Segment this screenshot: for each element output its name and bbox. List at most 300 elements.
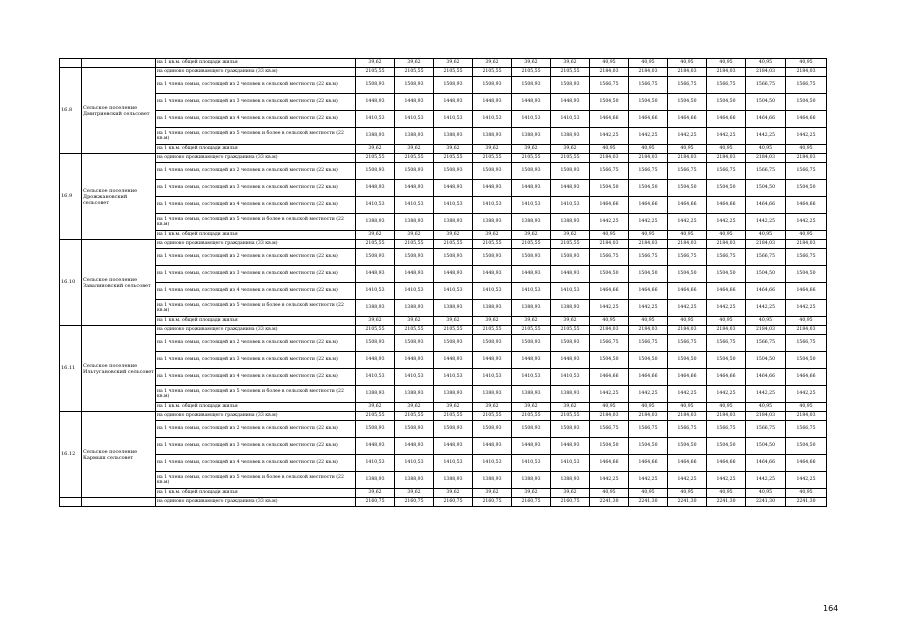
value-cell: 1442,25 [786, 472, 827, 489]
value-cell: 1410,53 [356, 369, 395, 386]
value-cell: 1442,25 [668, 386, 707, 403]
value-cell: 1442,25 [746, 386, 786, 403]
value-cell: 40,95 [746, 59, 786, 68]
value-cell: 1504,50 [707, 94, 746, 111]
value-cell: 1464,66 [707, 369, 746, 386]
value-cell: 1388,93 [395, 472, 434, 489]
value-cell: 1464,66 [629, 369, 668, 386]
value-cell: 39,62 [356, 145, 395, 154]
value-cell: 1388,93 [434, 214, 473, 231]
value-cell: 40,95 [707, 231, 746, 240]
value-cell: 2184,03 [707, 240, 746, 249]
value-cell: 1388,93 [473, 128, 512, 145]
value-cell: 2105,55 [512, 68, 551, 77]
table-row [60, 180, 827, 197]
value-cell: 1566,75 [746, 249, 786, 266]
value-cell: 1508,93 [473, 249, 512, 266]
value-cell: 40,95 [668, 403, 707, 412]
value-cell: 1464,66 [590, 455, 629, 472]
value-cell: 2184,03 [746, 326, 786, 335]
value-cell: 2105,55 [395, 412, 434, 421]
settlement-name: Сельское поселение Ильтугановский сельсовет [82, 326, 156, 412]
value-cell: 40,95 [707, 145, 746, 154]
value-cell: 40,95 [668, 59, 707, 68]
value-cell: 39,62 [512, 59, 551, 68]
value-cell: 1442,25 [590, 386, 629, 403]
value-cell: 39,62 [551, 403, 590, 412]
row-description: на 1 члена семьи, состоящей из 4 человек в сельской местности (22 кв.м) [156, 369, 356, 386]
value-cell: 2105,55 [434, 412, 473, 421]
table-row [60, 240, 827, 249]
value-cell: 1410,53 [434, 455, 473, 472]
value-cell: 1442,25 [629, 128, 668, 145]
value-cell: 1448,93 [473, 94, 512, 111]
table-row [60, 283, 827, 300]
value-cell: 40,95 [746, 317, 786, 326]
value-cell: 1410,53 [473, 111, 512, 128]
value-cell: 2160,75 [551, 498, 590, 507]
value-cell: 1508,93 [395, 421, 434, 438]
value-cell: 39,62 [434, 403, 473, 412]
value-cell: 1504,50 [668, 352, 707, 369]
value-cell: 1448,93 [434, 180, 473, 197]
row-description: на одиноко проживающего гражданина (33 кв.м) [156, 326, 356, 335]
value-cell: 1448,93 [356, 94, 395, 111]
value-cell: 2184,03 [786, 412, 827, 421]
value-cell: 1388,93 [512, 128, 551, 145]
value-cell: 1410,53 [551, 197, 590, 214]
value-cell: 1504,50 [590, 266, 629, 283]
value-cell: 1566,75 [707, 335, 746, 352]
row-description: на 1 члена семьи, состоящей из 5 человек и более в сельской местности (22 кв.м) [156, 386, 356, 403]
value-cell: 1464,66 [786, 283, 827, 300]
row-description: на 1 члена семьи, состоящей из 5 человек и более в сельской местности (22 кв.м) [156, 472, 356, 489]
value-cell: 2105,55 [395, 154, 434, 163]
value-cell: 39,62 [434, 59, 473, 68]
table-row [60, 386, 827, 403]
value-cell: 2184,03 [629, 68, 668, 77]
value-cell: 1566,75 [629, 163, 668, 180]
value-cell: 40,95 [707, 403, 746, 412]
value-cell: 39,62 [395, 489, 434, 498]
value-cell: 1508,93 [356, 249, 395, 266]
value-cell: 40,95 [668, 489, 707, 498]
value-cell: 1388,93 [434, 472, 473, 489]
table-row [60, 154, 827, 163]
value-cell: 2184,03 [746, 412, 786, 421]
value-cell: 39,62 [434, 317, 473, 326]
value-cell: 1448,93 [356, 180, 395, 197]
value-cell: 2105,55 [473, 68, 512, 77]
value-cell: 1566,75 [707, 163, 746, 180]
value-cell: 40,95 [629, 403, 668, 412]
value-cell: 1464,66 [668, 455, 707, 472]
value-cell: 1504,50 [668, 180, 707, 197]
value-cell: 1504,50 [707, 438, 746, 455]
value-cell: 2184,03 [590, 68, 629, 77]
value-cell: 1388,93 [473, 300, 512, 317]
value-cell: 1504,50 [707, 180, 746, 197]
value-cell: 1508,93 [473, 77, 512, 94]
value-cell: 1442,25 [746, 128, 786, 145]
row-description: на 1 члена семьи, состоящей из 5 человек и более в сельской местности (22 кв.м) [156, 214, 356, 231]
value-cell: 2184,03 [707, 154, 746, 163]
value-cell: 2184,03 [590, 154, 629, 163]
value-cell: 1410,53 [551, 111, 590, 128]
value-cell: 1448,93 [434, 266, 473, 283]
row-description: на 1 члена семьи, состоящей из 4 человек в сельской местности (22 кв.м) [156, 283, 356, 300]
value-cell: 2241,30 [629, 498, 668, 507]
value-cell: 1566,75 [746, 163, 786, 180]
table-row [60, 249, 827, 266]
value-cell: 1464,66 [786, 369, 827, 386]
value-cell: 1448,93 [473, 352, 512, 369]
value-cell: 1508,93 [395, 77, 434, 94]
value-cell: 1448,93 [512, 352, 551, 369]
value-cell: 1566,75 [668, 249, 707, 266]
value-cell: 1442,25 [590, 214, 629, 231]
table-row [60, 369, 827, 386]
value-cell: 1566,75 [746, 77, 786, 94]
value-cell: 39,62 [395, 231, 434, 240]
value-cell: 40,95 [668, 317, 707, 326]
value-cell: 1388,93 [356, 300, 395, 317]
value-cell: 2105,55 [434, 154, 473, 163]
value-cell: 1508,93 [434, 77, 473, 94]
value-cell: 1442,25 [629, 300, 668, 317]
value-cell: 1464,66 [668, 197, 707, 214]
value-cell: 1508,93 [434, 421, 473, 438]
value-cell: 39,62 [551, 59, 590, 68]
value-cell: 1464,66 [668, 283, 707, 300]
value-cell: 40,95 [707, 59, 746, 68]
value-cell: 2184,03 [629, 326, 668, 335]
value-cell: 2160,75 [473, 498, 512, 507]
value-cell: 1464,66 [707, 111, 746, 128]
row-description: на 1 члена семьи, состоящей из 3 человек в сельской местности (22 кв.м) [156, 352, 356, 369]
value-cell: 1448,93 [395, 94, 434, 111]
value-cell: 1442,25 [746, 472, 786, 489]
value-cell: 1410,53 [356, 455, 395, 472]
settlement-name: Сельское поселение Кармыш сельсовет [82, 412, 156, 498]
row-description: на 1 члена семьи, состоящей из 2 человек в сельской местности (22 кв.м) [156, 163, 356, 180]
value-cell: 1504,50 [629, 266, 668, 283]
value-cell: 1464,66 [590, 197, 629, 214]
value-cell: 1448,93 [512, 266, 551, 283]
value-cell: 1464,66 [629, 111, 668, 128]
value-cell: 1464,66 [590, 369, 629, 386]
value-cell: 1566,75 [668, 335, 707, 352]
value-cell: 2184,03 [629, 240, 668, 249]
table-row [60, 326, 827, 335]
value-cell: 1504,50 [590, 180, 629, 197]
value-cell: 39,62 [473, 403, 512, 412]
table-row [60, 472, 827, 489]
value-cell: 39,62 [356, 231, 395, 240]
value-cell: 1448,93 [356, 352, 395, 369]
value-cell: 2160,75 [512, 498, 551, 507]
value-cell: 1410,53 [512, 111, 551, 128]
value-cell: 1448,93 [473, 266, 512, 283]
value-cell: 1410,53 [551, 283, 590, 300]
value-cell: 2105,55 [473, 326, 512, 335]
value-cell: 1566,75 [707, 77, 746, 94]
value-cell: 1442,25 [629, 214, 668, 231]
value-cell: 2184,03 [786, 68, 827, 77]
value-cell: 1508,93 [395, 335, 434, 352]
value-cell: 1508,93 [434, 249, 473, 266]
value-cell: 1442,25 [746, 214, 786, 231]
value-cell: 1410,53 [356, 111, 395, 128]
value-cell: 2105,55 [551, 154, 590, 163]
table-row [60, 266, 827, 283]
value-cell: 39,62 [512, 403, 551, 412]
value-cell: 1388,93 [551, 300, 590, 317]
value-cell: 2105,55 [356, 68, 395, 77]
value-cell: 1504,50 [746, 94, 786, 111]
table-row [60, 412, 827, 421]
value-cell: 1448,93 [512, 94, 551, 111]
value-cell: 1410,53 [473, 283, 512, 300]
value-cell: 1566,75 [590, 77, 629, 94]
value-cell: 1508,93 [473, 335, 512, 352]
value-cell: 1448,93 [356, 266, 395, 283]
value-cell: 1504,50 [707, 352, 746, 369]
value-cell: 1566,75 [707, 249, 746, 266]
value-cell: 40,95 [707, 317, 746, 326]
row-description: на 1 члена семьи, состоящей из 3 человек в сельской местности (22 кв.м) [156, 180, 356, 197]
value-cell: 40,95 [629, 145, 668, 154]
row-description: на 1 кв.м. общей площади жилья [156, 403, 356, 412]
value-cell: 40,95 [746, 145, 786, 154]
value-cell: 2105,55 [512, 412, 551, 421]
value-cell: 1410,53 [356, 283, 395, 300]
value-cell: 1410,53 [551, 455, 590, 472]
value-cell: 1504,50 [668, 266, 707, 283]
value-cell: 1448,93 [551, 94, 590, 111]
empty-name-cell [82, 59, 156, 68]
value-cell: 1410,53 [434, 197, 473, 214]
value-cell: 2105,55 [473, 412, 512, 421]
value-cell: 1448,93 [356, 438, 395, 455]
group-number: 16.11 [60, 326, 82, 412]
value-cell: 1464,66 [590, 283, 629, 300]
value-cell: 1464,66 [746, 283, 786, 300]
value-cell: 1508,93 [395, 163, 434, 180]
value-cell: 1388,93 [395, 386, 434, 403]
value-cell: 1566,75 [707, 421, 746, 438]
value-cell: 1410,53 [473, 455, 512, 472]
value-cell: 1442,25 [786, 128, 827, 145]
value-cell: 1442,25 [668, 214, 707, 231]
value-cell: 1388,93 [395, 300, 434, 317]
value-cell: 1504,50 [590, 438, 629, 455]
value-cell: 39,62 [512, 231, 551, 240]
value-cell: 1508,93 [512, 163, 551, 180]
row-description: на 1 члена семьи, состоящей из 4 человек в сельской местности (22 кв.м) [156, 111, 356, 128]
value-cell: 2105,55 [512, 326, 551, 335]
value-cell: 1566,75 [668, 421, 707, 438]
value-cell: 40,95 [746, 489, 786, 498]
value-cell: 2105,55 [512, 240, 551, 249]
value-cell: 1566,75 [786, 421, 827, 438]
value-cell: 1448,93 [551, 180, 590, 197]
value-cell: 1388,93 [551, 128, 590, 145]
value-cell: 1464,66 [746, 111, 786, 128]
value-cell: 40,95 [590, 403, 629, 412]
value-cell: 2105,55 [551, 68, 590, 77]
value-cell: 2160,75 [434, 498, 473, 507]
value-cell: 1442,25 [746, 300, 786, 317]
value-cell: 1566,75 [629, 421, 668, 438]
value-cell: 2241,30 [668, 498, 707, 507]
value-cell: 1566,75 [786, 163, 827, 180]
value-cell: 1566,75 [786, 249, 827, 266]
value-cell: 1504,50 [786, 352, 827, 369]
value-cell: 1448,93 [551, 266, 590, 283]
value-cell: 40,95 [746, 231, 786, 240]
value-cell: 40,95 [786, 489, 827, 498]
value-cell: 39,62 [512, 145, 551, 154]
value-cell: 2241,30 [590, 498, 629, 507]
value-cell: 1464,66 [707, 283, 746, 300]
table-row [60, 111, 827, 128]
value-cell: 1388,93 [551, 386, 590, 403]
row-description: на 1 кв.м. общей площади жилья [156, 231, 356, 240]
table-row [60, 94, 827, 111]
value-cell: 1566,75 [629, 335, 668, 352]
value-cell: 1504,50 [668, 438, 707, 455]
value-cell: 39,62 [395, 59, 434, 68]
value-cell: 1442,25 [668, 128, 707, 145]
value-cell: 1388,93 [551, 472, 590, 489]
table-row [60, 214, 827, 231]
value-cell: 2105,55 [356, 412, 395, 421]
table-row [60, 438, 827, 455]
table-row [60, 59, 827, 68]
value-cell: 1442,25 [707, 386, 746, 403]
value-cell: 40,95 [590, 231, 629, 240]
value-cell: 1508,93 [551, 249, 590, 266]
value-cell: 1448,93 [551, 352, 590, 369]
value-cell: 1448,93 [434, 352, 473, 369]
value-cell: 1442,25 [707, 300, 746, 317]
settlement-name: Сельское поселение Завалиновский сельсовет [82, 240, 156, 326]
value-cell: 1410,53 [512, 369, 551, 386]
value-cell: 2105,55 [395, 240, 434, 249]
value-cell: 1566,75 [786, 335, 827, 352]
value-cell: 1508,93 [512, 249, 551, 266]
table-row [60, 197, 827, 214]
value-cell: 1388,93 [551, 214, 590, 231]
value-cell: 1566,75 [786, 77, 827, 94]
value-cell: 1508,93 [395, 249, 434, 266]
value-cell: 1442,25 [786, 300, 827, 317]
value-cell: 1410,53 [551, 369, 590, 386]
value-cell: 1464,66 [629, 283, 668, 300]
table-row [60, 421, 827, 438]
value-cell: 1448,93 [473, 438, 512, 455]
value-cell: 2184,03 [786, 240, 827, 249]
value-cell: 1504,50 [590, 352, 629, 369]
value-cell: 39,62 [512, 489, 551, 498]
value-cell: 1464,66 [668, 369, 707, 386]
value-cell: 1504,50 [786, 266, 827, 283]
value-cell: 1508,93 [356, 335, 395, 352]
value-cell: 2184,03 [786, 154, 827, 163]
value-cell: 39,62 [395, 145, 434, 154]
value-cell: 39,62 [551, 489, 590, 498]
value-cell: 1508,93 [434, 335, 473, 352]
value-cell: 1566,75 [629, 249, 668, 266]
value-cell: 1508,93 [551, 77, 590, 94]
row-description: на 1 члена семьи, состоящей из 3 человек в сельской местности (22 кв.м) [156, 94, 356, 111]
value-cell: 1388,93 [473, 214, 512, 231]
value-cell: 1388,93 [473, 472, 512, 489]
value-cell: 2105,55 [356, 326, 395, 335]
value-cell: 2105,55 [551, 240, 590, 249]
value-cell: 2184,03 [590, 326, 629, 335]
value-cell: 1410,53 [395, 369, 434, 386]
table-row [60, 498, 827, 507]
value-cell: 2105,55 [356, 240, 395, 249]
value-cell: 1388,93 [356, 128, 395, 145]
value-cell: 1410,53 [434, 283, 473, 300]
settlement-name: Сельское поселение Дмитриевский сельсовет [82, 68, 156, 154]
value-cell: 1566,75 [629, 77, 668, 94]
table-row [60, 163, 827, 180]
value-cell: 1508,93 [356, 163, 395, 180]
row-description: на 1 члена семьи, состоящей из 5 человек и более в сельской местности (22 кв.м) [156, 300, 356, 317]
value-cell: 1464,66 [746, 197, 786, 214]
value-cell: 1508,93 [512, 77, 551, 94]
value-cell: 2105,55 [434, 326, 473, 335]
value-cell: 1464,66 [590, 111, 629, 128]
value-cell: 1504,50 [590, 94, 629, 111]
value-cell: 1504,50 [707, 266, 746, 283]
value-cell: 1448,93 [395, 266, 434, 283]
value-cell: 1410,53 [434, 369, 473, 386]
value-cell: 2105,55 [356, 154, 395, 163]
row-description: на одиноко проживающего гражданина (33 кв.м) [156, 412, 356, 421]
value-cell: 1442,25 [668, 300, 707, 317]
value-cell: 1388,93 [434, 128, 473, 145]
value-cell: 39,62 [551, 317, 590, 326]
value-cell: 40,95 [668, 231, 707, 240]
row-description: на 1 члена семьи, состоящей из 5 человек и более в сельской местности (22 кв.м) [156, 128, 356, 145]
value-cell: 1508,93 [551, 163, 590, 180]
value-cell: 1508,93 [473, 163, 512, 180]
table-row [60, 300, 827, 317]
value-cell: 2105,55 [434, 68, 473, 77]
value-cell: 1508,93 [356, 77, 395, 94]
value-cell: 1464,66 [629, 197, 668, 214]
row-description: на 1 члена семьи, состоящей из 2 человек в сельской местности (22 кв.м) [156, 77, 356, 94]
table-row [60, 231, 827, 240]
value-cell: 1504,50 [786, 438, 827, 455]
value-cell: 39,62 [473, 317, 512, 326]
value-cell: 1388,93 [434, 300, 473, 317]
value-cell: 1410,53 [395, 283, 434, 300]
value-cell: 1508,93 [434, 163, 473, 180]
value-cell: 1464,66 [629, 455, 668, 472]
table-row [60, 77, 827, 94]
value-cell: 39,62 [356, 317, 395, 326]
value-cell: 1566,75 [746, 421, 786, 438]
value-cell: 2241,30 [786, 498, 827, 507]
value-cell: 1464,66 [707, 197, 746, 214]
value-cell: 39,62 [356, 403, 395, 412]
